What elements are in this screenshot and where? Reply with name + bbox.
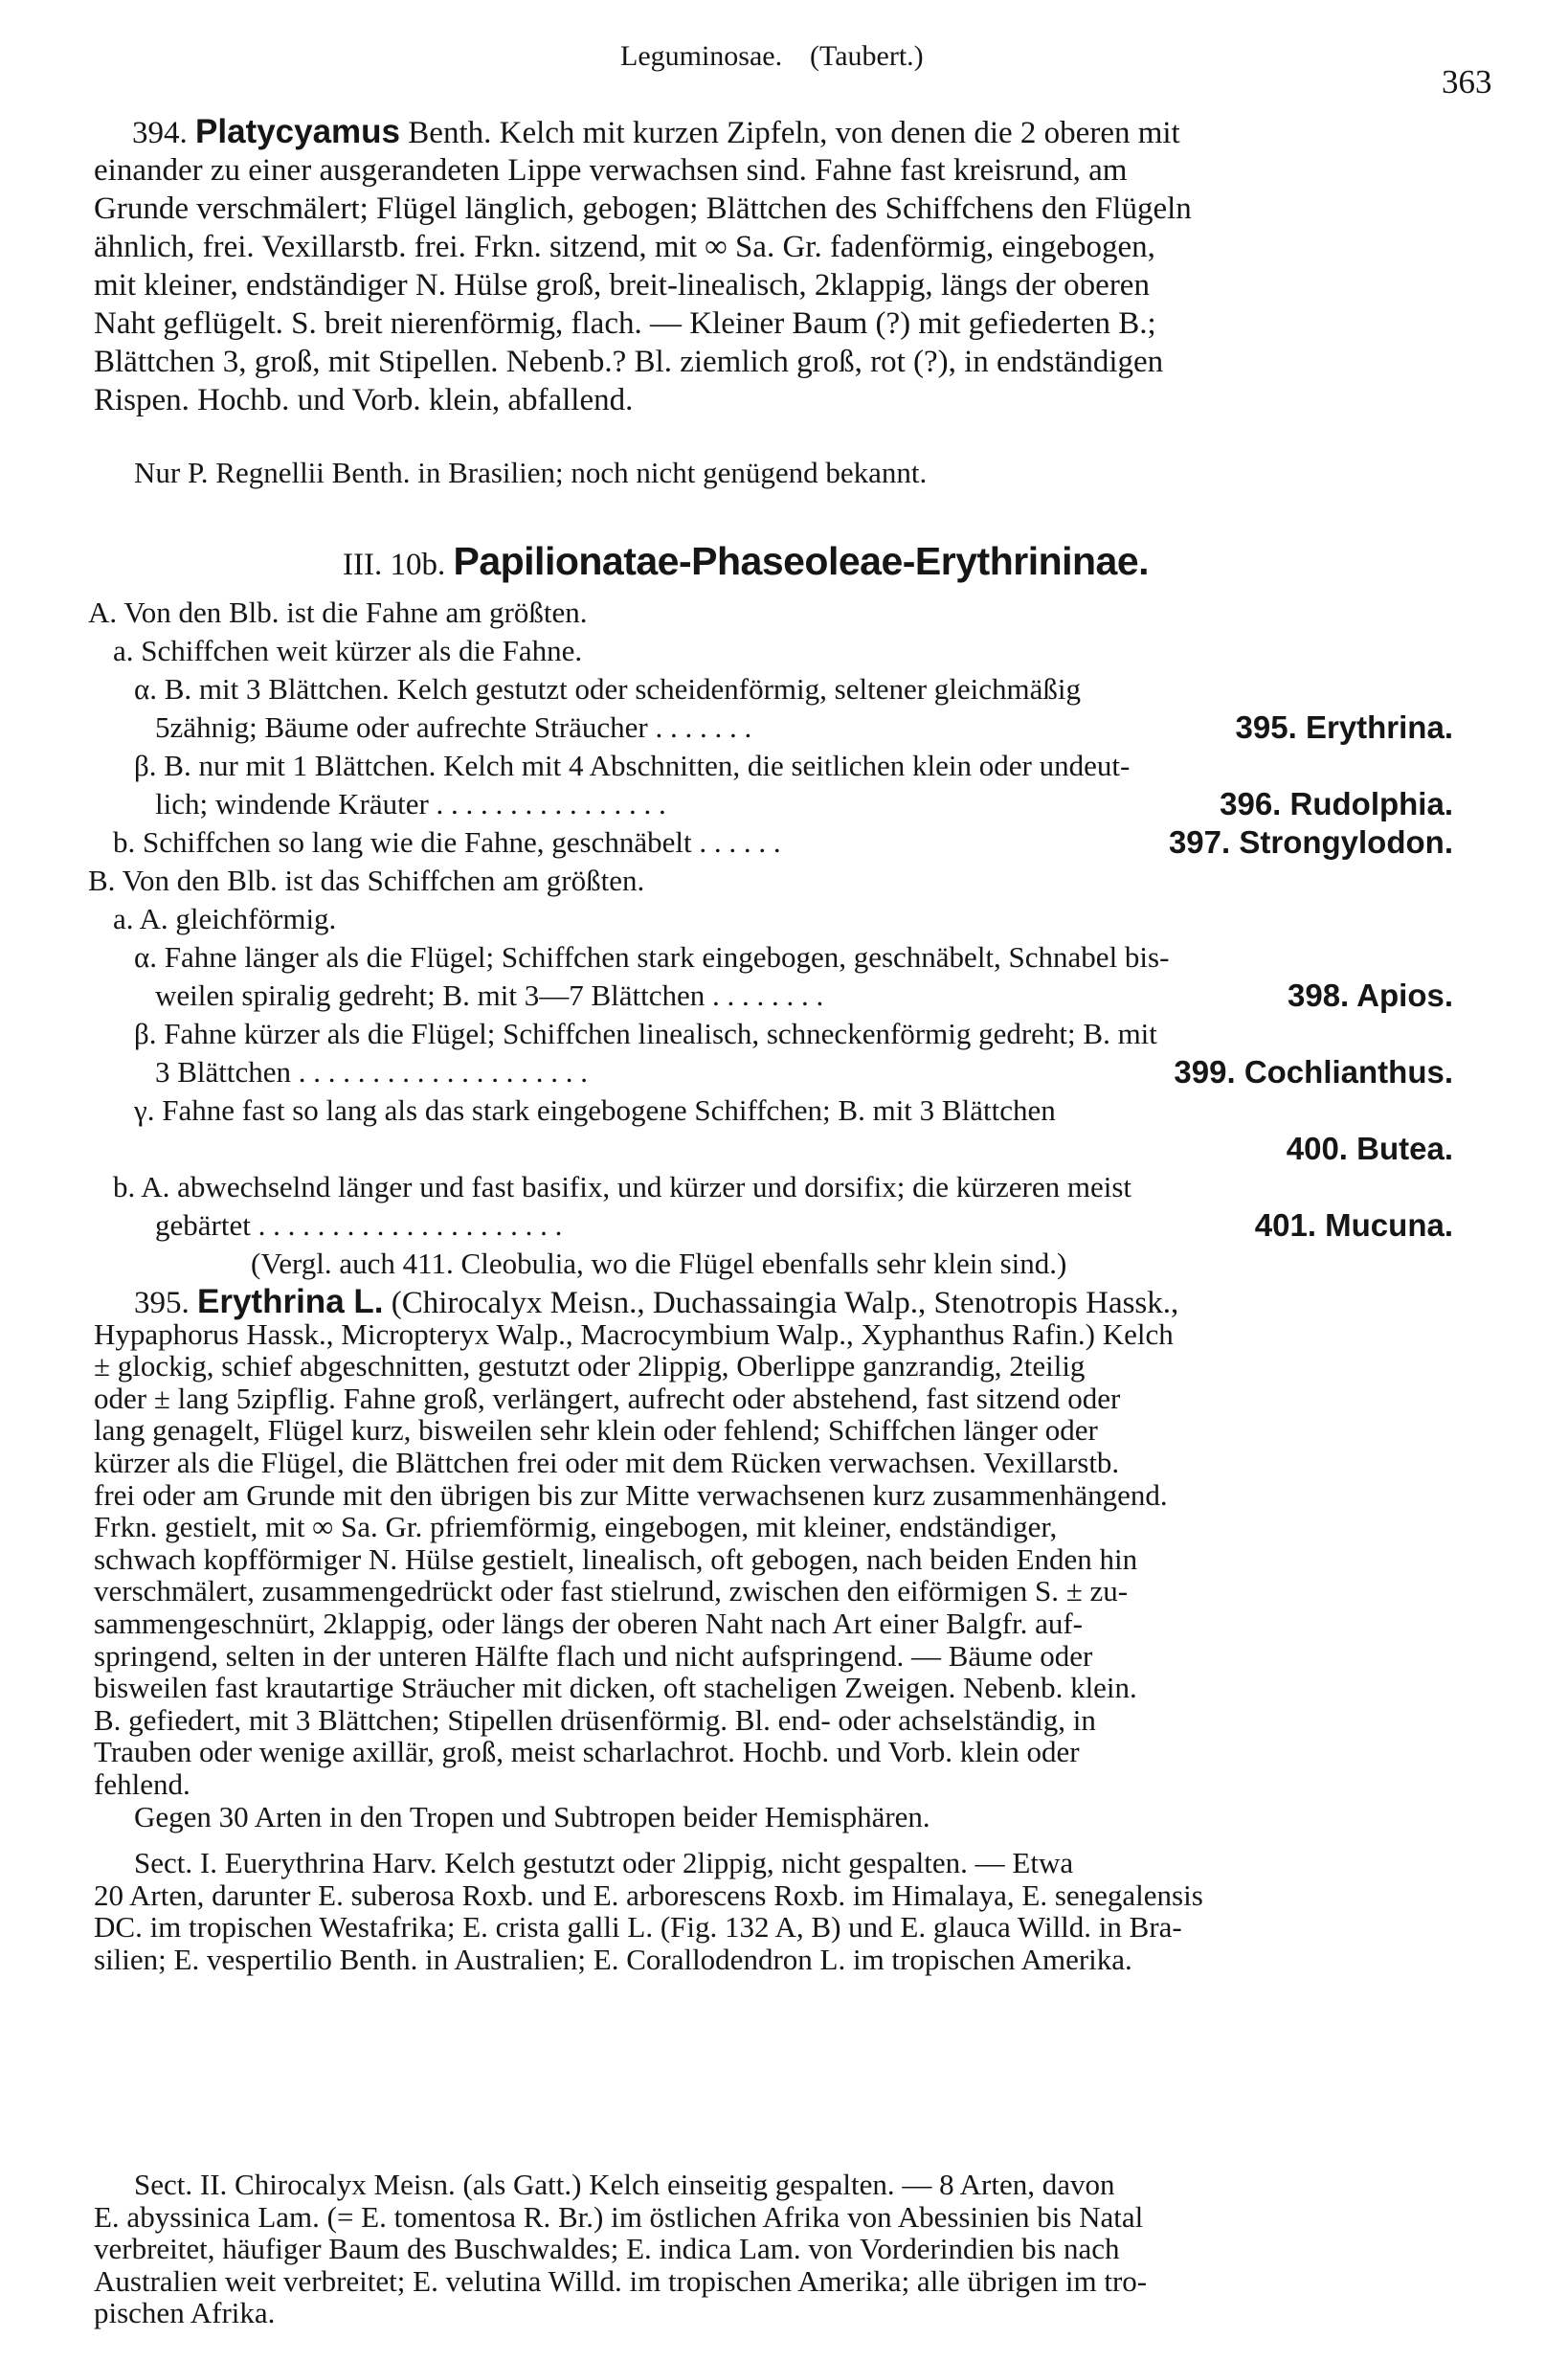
text-line: [132, 113, 1180, 152]
text-line: [94, 228, 1155, 266]
text-line: bisweilen fast krautartige Sträucher mit dicken, oft stacheligen Zweigen. Nebenb. klein.: [94, 1671, 1137, 1705]
text-line: sammengeschnürt, 2klappig, oder längs der oberen Naht nach Art einer Balgfr. auf-: [94, 1607, 1083, 1640]
text-line: lang genagelt, Flügel kurz, bisweilen sehr klein oder fehlend; Schiffchen länger oder: [94, 1413, 1098, 1448]
text-line: Trauben oder wenige axillär, groß, meist scharlachrot. Hochb. und Vorb. klein oder: [94, 1735, 1080, 1769]
section-number: III. 10b.: [343, 548, 446, 582]
text-line: [94, 151, 1127, 190]
key-text: weilen spiralig gedreht; B. mit 3—7 Blättchen . . . . . . . .: [155, 978, 824, 1012]
key-text: β. B. nur mit 1 Blättchen. Kelch mit 4 Abschnitten, die seitlichen klein oder undeut-: [134, 749, 1131, 782]
text-line: B. gefiedert, mit 3 Blättchen; Stipellen drüsenförmig. Bl. end- oder achselständig, in: [94, 1702, 1096, 1737]
text-line: 20 Arten, darunter E. suberosa Roxb. und E. arborescens Roxb. im Himalaya, E. senegalensis: [94, 1878, 1203, 1912]
line-text: ähnlich, frei. Vexillarstb. frei. Frkn. sitzend, mit ∞ Sa. Gr. fadenförmig, eingebogen,: [94, 230, 1155, 264]
key-genus: 401. Mucuna.: [1254, 1207, 1453, 1243]
genus-name: Erythrina L.: [197, 1283, 384, 1320]
genus-number: 395.: [134, 1286, 197, 1320]
text-line: pischen Afrika.: [94, 2296, 276, 2329]
key-text: a. Schiffchen weit kürzer als die Fahne.: [113, 634, 583, 667]
text-line: kürzer als die Flügel, die Blättchen frei oder mit dem Rücken verwachsen. Vexillarstb.: [94, 1446, 1120, 1479]
line-text: mit kleiner, endständiger N. Hülse groß, breit-linealisch, 2klappig, längs der oberen: [94, 268, 1150, 303]
key-text: B. Von den Blb. ist das Schiffchen am größten.: [88, 864, 645, 897]
key-text: a. A. gleichförmig.: [113, 902, 337, 935]
key-text: (Vergl. auch 411. Cleobulia, wo die Flügel ebenfalls sehr klein sind.): [251, 1247, 1067, 1280]
text-line: E. abyssinica Lam. (= E. tomentosa R. Br.) im östlichen Afrika von Abessinien bis Natal: [94, 2199, 1144, 2234]
key-genus: 400. Butea.: [1286, 1131, 1453, 1166]
key-text: α. B. mit 3 Blättchen. Kelch gestutzt oder scheidenförmig, seltener gleichmäßig: [134, 672, 1082, 706]
text-line: [94, 266, 1150, 304]
text-line: frei oder am Grunde mit den übrigen bis zur Mitte verwachsenen kurz zusammenhängend.: [94, 1477, 1168, 1512]
key-text: lich; windende Kräuter . . . . . . . . . . . . . . . .: [155, 787, 666, 821]
species-summary: Gegen 30 Arten in den Tropen und Subtropen beider Hemisphären.: [134, 1800, 930, 1833]
line-text: Grunde verschmälert; Flügel länglich, gebogen; Blättchen des Schiffchens den Flügeln: [94, 191, 1192, 226]
running-title: Leguminosae.: [620, 40, 783, 72]
key-text: 3 Blättchen . . . . . . . . . . . . . . . . . . . .: [155, 1055, 589, 1089]
key-text: γ. Fahne fast so lang als das stark eingebogene Schiffchen; B. mit 3 Blättchen: [134, 1093, 1056, 1127]
text-line: [94, 381, 633, 419]
key-genus: 395. Erythrina.: [1235, 709, 1453, 745]
genus-number: 394.: [132, 116, 195, 150]
key-text: A. Von den Blb. ist die Fahne am größten.: [88, 596, 588, 629]
text-line: Hypaphorus Hassk., Micropteryx Walp., Macrocymbium Walp., Xyphanthus Rafin.) Kelch: [94, 1316, 1174, 1351]
key-text: gebärtet . . . . . . . . . . . . . . . . . . . . .: [155, 1208, 563, 1242]
author-label: (Taubert.): [810, 40, 924, 72]
text-line: verbreitet, häufiger Baum des Buschwaldes; E. indica Lam. von Vorderindien bis nach: [94, 2232, 1120, 2265]
line-text: Benth. Kelch mit kurzen Zipfeln, von denen die 2 oberen mit: [400, 116, 1180, 150]
text-line: fehlend.: [94, 1767, 190, 1801]
text-line: verschmälert, zusammengedrückt oder fast stielrund, zwischen den eiförmigen S. ± zu-: [94, 1574, 1129, 1608]
text-line: Australien weit verbreitet; E. velutina Willd. im tropischen Amerika; alle übrigen im tro-: [94, 2263, 1148, 2298]
text-line: Sect. I. Euerythrina Harv. Kelch gestutzt oder 2lippig, nicht gespalten. — Etwa: [134, 1846, 1074, 1879]
section-title: Papilionatae-Phaseoleae-Erythrininae.: [453, 539, 1150, 583]
line-text: einander zu einer ausgerandeten Lippe verwachsen sind. Fahne fast kreisrund, am: [94, 153, 1128, 188]
line-text: Rispen. Hochb. und Vorb. klein, abfallend.: [94, 383, 634, 417]
section-heading: [343, 539, 1150, 584]
page-number: 363: [1442, 63, 1492, 101]
text-line: Frkn. gestielt, mit ∞ Sa. Gr. pfriemförmig, eingebogen, mit kleiner, endständiger,: [94, 1510, 1058, 1544]
key-text: 5zähnig; Bäume oder aufrechte Sträucher . . . . . . .: [155, 710, 752, 744]
key-genus: 398. Apios.: [1287, 978, 1453, 1013]
text-line: oder ± lang 5zipflig. Fahne groß, verlängert, aufrecht oder abstehend, fast sitzend oder: [94, 1381, 1121, 1415]
line-text: (Chirocalyx Meisn., Duchassaingia Walp., Stenotropis Hassk.,: [383, 1286, 1179, 1320]
key-text: α. Fahne länger als die Flügel; Schiffchen stark eingebogen, geschnäbelt, Schnabel bis-: [134, 940, 1170, 974]
text-line: springend, selten in der unteren Hälfte flach und nicht aufspringend. — Bäume oder: [94, 1638, 1093, 1673]
key-genus: 397. Strongylodon.: [1168, 824, 1453, 860]
text-line: [94, 343, 1163, 381]
text-line: silien; E. vespertilio Benth. in Australien; E. Corallodendron L. im tropischen Amerika.: [94, 1942, 1132, 1976]
text-line: [94, 190, 1192, 228]
text-line: ± glockig, schief abgeschnitten, gestutzt oder 2lippig, Oberlippe ganzrandig, 2teilig: [94, 1349, 1086, 1383]
species-note: Nur P. Regnellii Benth. in Brasilien; noch nicht genügend bekannt.: [134, 456, 928, 489]
text-line: [94, 304, 1156, 343]
key-text: b. Schiffchen so lang wie die Fahne, geschnäbelt . . . . . .: [113, 825, 781, 859]
text-line: Sect. II. Chirocalyx Meisn. (als Gatt.) Kelch einseitig gespalten. — 8 Arten, davon: [134, 2168, 1115, 2201]
key-text: β. Fahne kürzer als die Flügel; Schiffchen linealisch, schneckenförmig gedreht; B. mit: [134, 1017, 1157, 1050]
text-line: DC. im tropischen Westafrika; E. crista galli L. (Fig. 132 A, B) und E. glauca Willd. in Bra-: [94, 1910, 1182, 1944]
key-text: b. A. abwechselnd länger und fast basifix, und kürzer und dorsifix; die kürzeren meist: [113, 1170, 1132, 1203]
key-genus: 399. Cochlianthus.: [1174, 1054, 1453, 1090]
line-text: Blättchen 3, groß, mit Stipellen. Nebenb.? Bl. ziemlich groß, rot (?), in endständigen: [94, 345, 1164, 379]
text-line: schwach kopfförmiger N. Hülse gestielt, linealisch, oft gebogen, nach beiden Enden hin: [94, 1541, 1138, 1576]
line-text: Naht geflügelt. S. breit nierenförmig, flach. — Kleiner Baum (?) mit gefiederten B.;: [94, 306, 1156, 341]
genus-name: Platycyamus: [195, 113, 401, 150]
key-genus: 396. Rudolphia.: [1220, 786, 1453, 821]
